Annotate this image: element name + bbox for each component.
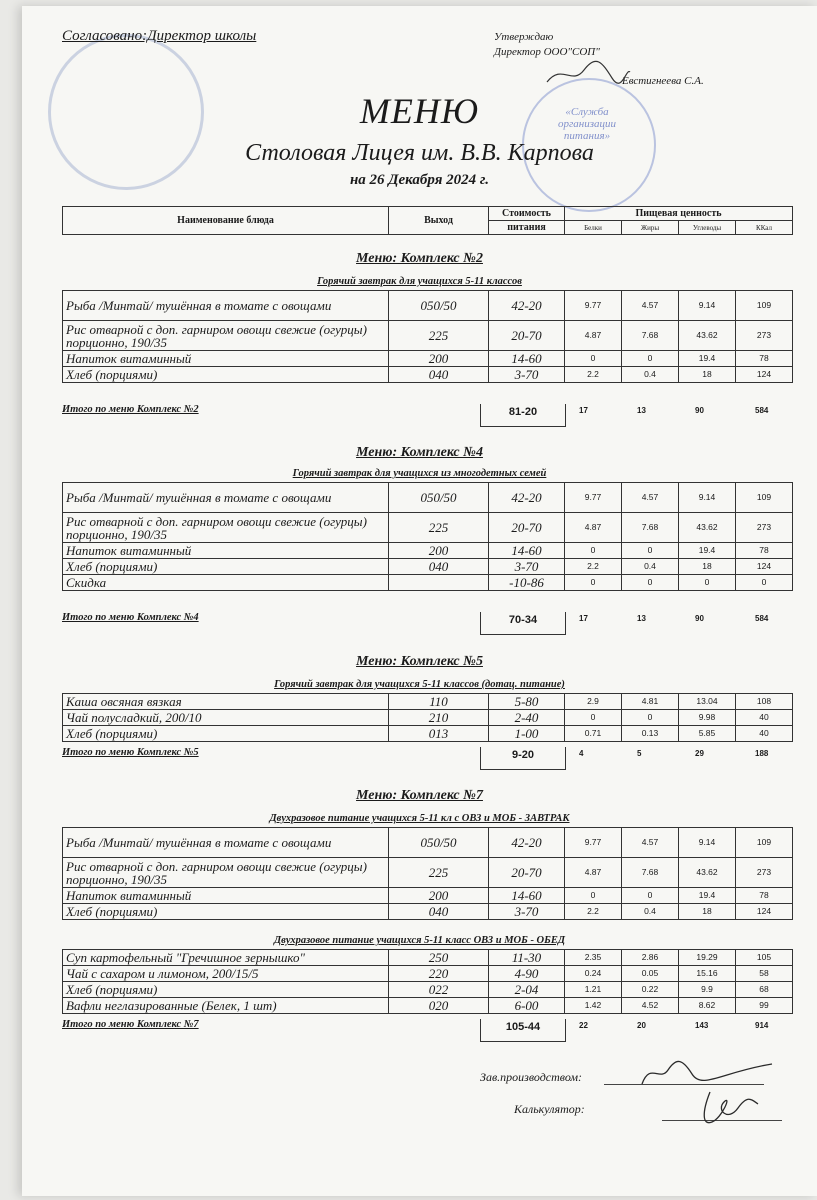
menu-7-table-fats: 7.68 <box>622 858 679 888</box>
menu-5-table-dish-name: Хлеб (порциями) <box>63 726 389 742</box>
menu-7-table-fats: 0 <box>622 888 679 904</box>
menu-7-table-dish-name: Напиток витаминный <box>63 888 389 904</box>
menu-7-table-proteins: 4.87 <box>565 858 622 888</box>
menu-7-table-proteins: 2.2 <box>565 904 622 920</box>
table-row <box>63 351 793 367</box>
menu-7-table-dish-name: Хлеб (порциями) <box>63 904 389 920</box>
menu-7-table-yield: 040 <box>389 904 489 920</box>
menu-2-total-cost: 81-20 <box>480 404 566 427</box>
table-row <box>63 982 793 998</box>
menu-7-table-proteins: 0 <box>565 888 622 904</box>
menu-2-table-fats: 0 <box>622 351 679 367</box>
menu-4-table-cost: 3-70 <box>489 559 565 575</box>
menu-4-table-kcal: 0 <box>736 575 793 591</box>
menu-7-total-proteins: 22 <box>579 1021 588 1030</box>
menu-7-table2-proteins: 2.35 <box>565 950 622 966</box>
menu-7-table2-kcal: 105 <box>736 950 793 966</box>
menu-5-table-kcal: 40 <box>736 726 793 742</box>
menu-2-total-label: Итого по меню Комплекс №2 <box>62 404 199 415</box>
table-row <box>63 575 793 591</box>
menu-2-table-fats: 7.68 <box>622 321 679 351</box>
table-row <box>63 694 793 710</box>
menu-7-table-cost: 42-20 <box>489 828 565 858</box>
menu-2-table-yield: 200 <box>389 351 489 367</box>
menu-4-title: Меню: Комплекс №4 <box>356 445 483 460</box>
calculator-label: Калькулятор: <box>514 1102 585 1116</box>
table-row <box>63 828 793 858</box>
menu-7-title: Меню: Комплекс №7 <box>356 788 483 803</box>
menu-7-table-yield: 050/50 <box>389 828 489 858</box>
col-name: Наименование блюда <box>63 207 389 235</box>
menu-4-table-dish-name: Скидка <box>63 575 389 591</box>
menu-7-table2-yield: 020 <box>389 998 489 1014</box>
menu-date: на 26 Декабря 2024 г. <box>349 172 490 188</box>
menu-2-table-cost: 14-60 <box>489 351 565 367</box>
menu-7-table-carbs: 9.14 <box>679 828 736 858</box>
menu-4-table-yield: 040 <box>389 559 489 575</box>
menu-7-table2-kcal: 68 <box>736 982 793 998</box>
menu-5-table-carbs: 9.98 <box>679 710 736 726</box>
menu-4-subtitle: Горячий завтрак для учащихся из многодетных семей <box>292 468 547 479</box>
menu-5-total-label: Итого по меню Комплекс №5 <box>62 747 199 758</box>
menu-2-table <box>62 290 793 383</box>
menu-7-table-kcal: 78 <box>736 888 793 904</box>
menu-5-table <box>62 693 793 742</box>
menu-7-table2-kcal: 99 <box>736 998 793 1014</box>
table-row <box>63 726 793 742</box>
menu-2-table-dish-name: Напиток витаминный <box>63 351 389 367</box>
menu-4-table-cost: 14-60 <box>489 543 565 559</box>
menu-7-table2-cost: 11-30 <box>489 950 565 966</box>
menu-4-total-fats: 13 <box>637 614 646 623</box>
menu-7-table-dish-name: Рис отварной с доп. гарниром овощи свежие (огурцы) порционно, 190/35 <box>63 858 389 888</box>
menu-7-table-fats: 0.4 <box>622 904 679 920</box>
menu-5-table-proteins: 2.9 <box>565 694 622 710</box>
menu-2-total-fats: 13 <box>637 406 646 415</box>
menu-2-total-carbs: 90 <box>695 406 704 415</box>
menu-7-table2-cost: 6-00 <box>489 998 565 1014</box>
menu-2-table-cost: 20-70 <box>489 321 565 351</box>
menu-4-table-dish-name: Рис отварной с доп. гарниром овощи свежие (огурцы) порционно, 190/35 <box>63 513 389 543</box>
menu-2-table-yield: 225 <box>389 321 489 351</box>
page-subtitle: Столовая Лицея им. В.В. Карпова <box>245 140 594 166</box>
menu-7-table2-fats: 0.05 <box>622 966 679 982</box>
approval-left: Согласовано:Директор школы <box>62 28 257 44</box>
menu-4-table-kcal: 78 <box>736 543 793 559</box>
menu-7-table-kcal: 273 <box>736 858 793 888</box>
menu-2-table-carbs: 19.4 <box>679 351 736 367</box>
menu-5-table-cost: 2-40 <box>489 710 565 726</box>
menu-7-table2-fats: 4.52 <box>622 998 679 1014</box>
menu-7-table2-kcal: 58 <box>736 966 793 982</box>
menu-5-table-carbs: 5.85 <box>679 726 736 742</box>
menu-2-total-kcal: 584 <box>755 406 769 415</box>
menu-7-table-cost: 3-70 <box>489 904 565 920</box>
table-row <box>63 710 793 726</box>
menu-4-table-fats: 7.68 <box>622 513 679 543</box>
menu-2-table-dish-name: Рыба /Минтай/ тушённая в томате с овощами <box>63 291 389 321</box>
menu-4-table-fats: 4.57 <box>622 483 679 513</box>
menu-7-total-fats: 20 <box>637 1021 646 1030</box>
table-row <box>63 966 793 982</box>
menu-4-table-fats: 0.4 <box>622 559 679 575</box>
menu-5-table-cost: 1-00 <box>489 726 565 742</box>
menu-4-table-fats: 0 <box>622 575 679 591</box>
director-signature-icon <box>542 58 632 88</box>
table-row <box>63 321 793 351</box>
menu-5-table-cost: 5-80 <box>489 694 565 710</box>
col-kcal: ККал <box>736 221 793 235</box>
table-row <box>63 904 793 920</box>
menu-4-table-dish-name: Напиток витаминный <box>63 543 389 559</box>
table-row <box>63 483 793 513</box>
menu-2-table-yield: 050/50 <box>389 291 489 321</box>
menu-7-table-kcal: 109 <box>736 828 793 858</box>
menu-4-table-yield: 050/50 <box>389 483 489 513</box>
menu-4-table-carbs: 18 <box>679 559 736 575</box>
menu-5-table-kcal: 40 <box>736 710 793 726</box>
menu-2-table-yield: 040 <box>389 367 489 383</box>
menu-7-total-cost: 105-44 <box>480 1019 566 1042</box>
menu-4-table-dish-name: Рыба /Минтай/ тушённая в томате с овощами <box>63 483 389 513</box>
menu-7-table-carbs: 19.4 <box>679 888 736 904</box>
company-stamp-text: «Служба организации питания» <box>557 106 617 142</box>
menu-4-table-kcal: 109 <box>736 483 793 513</box>
menu-7-table2-yield: 220 <box>389 966 489 982</box>
table-row <box>63 367 793 383</box>
menu-4-table-proteins: 0 <box>565 543 622 559</box>
menu-7-total-label: Итого по меню Комплекс №7 <box>62 1019 199 1030</box>
menu-7-table2-dish-name: Вафли неглазированные (Белек, 1 шт) <box>63 998 389 1014</box>
menu-5-table-fats: 4.81 <box>622 694 679 710</box>
menu-5-total-fats: 5 <box>637 749 642 758</box>
menu-7-subtitle: Двухразовое питание учащихся 5-11 кл с ОВЗ и МОБ - ЗАВТРАК <box>269 813 570 824</box>
menu-2-table-dish-name: Хлеб (порциями) <box>63 367 389 383</box>
menu-5-total-carbs: 29 <box>695 749 704 758</box>
menu-4-table-cost: 20-70 <box>489 513 565 543</box>
menu-4-table-carbs: 43.62 <box>679 513 736 543</box>
menu-7-table2-proteins: 0.24 <box>565 966 622 982</box>
menu-7-table-yield: 200 <box>389 888 489 904</box>
col-fats: Жиры <box>622 221 679 235</box>
table-row <box>63 888 793 904</box>
menu-2-table-dish-name: Рис отварной с доп. гарниром овощи свежие (огурцы) порционно, 190/35 <box>63 321 389 351</box>
menu-5-table-fats: 0 <box>622 710 679 726</box>
menu-4-total-cost: 70-34 <box>480 612 566 635</box>
menu-2-table-kcal: 273 <box>736 321 793 351</box>
menu-2-table-fats: 4.57 <box>622 291 679 321</box>
menu-7-table-cost: 20-70 <box>489 858 565 888</box>
menu-4-total-proteins: 17 <box>579 614 588 623</box>
table-row <box>63 998 793 1014</box>
menu-7-table-carbs: 43.62 <box>679 858 736 888</box>
menu-2-table-kcal: 124 <box>736 367 793 383</box>
menu-7-table2-carbs: 8.62 <box>679 998 736 1014</box>
menu-2-table-carbs: 18 <box>679 367 736 383</box>
col-yield: Выход <box>389 207 489 235</box>
approval-right-name: Евстигнеева С.А. <box>622 75 704 87</box>
menu-7-table2-yield: 022 <box>389 982 489 998</box>
menu-4-table-dish-name: Хлеб (порциями) <box>63 559 389 575</box>
menu-7-table2-dish-name: Суп картофельный "Гречишное зернышко" <box>63 950 389 966</box>
menu-7-table <box>62 827 793 920</box>
menu-7-table2-fats: 0.22 <box>622 982 679 998</box>
col-nutrition: Пищевая ценность <box>565 207 793 221</box>
manager-signature-icon <box>632 1052 782 1132</box>
menu-sheet <box>22 6 817 1196</box>
menu-2-table-proteins: 4.87 <box>565 321 622 351</box>
menu-4-table-kcal: 124 <box>736 559 793 575</box>
col-cost-2: питания <box>489 221 565 235</box>
menu-7-table2-carbs: 15.16 <box>679 966 736 982</box>
menu-5-table-fats: 0.13 <box>622 726 679 742</box>
menu-4-table-proteins: 0 <box>565 575 622 591</box>
menu-5-table-yield: 210 <box>389 710 489 726</box>
menu-7-table-kcal: 124 <box>736 904 793 920</box>
menu-7-table2-proteins: 1.21 <box>565 982 622 998</box>
menu-5-table-yield: 013 <box>389 726 489 742</box>
menu-7-table2-carbs: 9.9 <box>679 982 736 998</box>
menu-7-table2-carbs: 19.29 <box>679 950 736 966</box>
table-row <box>63 858 793 888</box>
menu-2-table-kcal: 78 <box>736 351 793 367</box>
menu-7-total-kcal: 914 <box>755 1021 769 1030</box>
menu-4-total-carbs: 90 <box>695 614 704 623</box>
table-row <box>63 291 793 321</box>
column-header <box>62 206 793 235</box>
approval-right-line2: Директор ООО"СОП" <box>494 46 600 58</box>
menu-7-table2-cost: 4-90 <box>489 966 565 982</box>
menu-2-table-carbs: 43.62 <box>679 321 736 351</box>
menu-4-table-carbs: 0 <box>679 575 736 591</box>
menu-5-table-dish-name: Каша овсяная вязкая <box>63 694 389 710</box>
table-row <box>63 543 793 559</box>
menu-2-table-proteins: 9.77 <box>565 291 622 321</box>
menu-4-table-yield: 200 <box>389 543 489 559</box>
approval-right-line1: Утверждаю <box>494 31 554 43</box>
menu-7-subtitle2: Двухразовое питание учащихся 5-11 класс ОВЗ и МОБ - ОБЕД <box>273 935 565 946</box>
menu-7-table2-cost: 2-04 <box>489 982 565 998</box>
menu-7-table-dish-name: Рыба /Минтай/ тушённая в томате с овощами <box>63 828 389 858</box>
menu-2-table-proteins: 0 <box>565 351 622 367</box>
menu-7-table-yield: 225 <box>389 858 489 888</box>
table-row <box>63 513 793 543</box>
menu-5-table-yield: 110 <box>389 694 489 710</box>
menu-7-table-cost: 14-60 <box>489 888 565 904</box>
menu-5-table-proteins: 0 <box>565 710 622 726</box>
approval-right <box>494 30 704 87</box>
table-row <box>63 559 793 575</box>
menu-4-table-proteins: 4.87 <box>565 513 622 543</box>
col-carbs: Углеводы <box>679 221 736 235</box>
menu-7-total-carbs: 143 <box>695 1021 709 1030</box>
col-proteins: Белки <box>565 221 622 235</box>
menu-2-total-proteins: 17 <box>579 406 588 415</box>
menu-4-table <box>62 482 793 591</box>
menu-2-table-carbs: 9.14 <box>679 291 736 321</box>
menu-5-table-kcal: 108 <box>736 694 793 710</box>
menu-5-total-kcal: 188 <box>755 749 769 758</box>
menu-4-total-kcal: 584 <box>755 614 769 623</box>
menu-7-table2 <box>62 949 793 1014</box>
menu-4-table-cost: -10-86 <box>489 575 565 591</box>
menu-4-table-cost: 42-20 <box>489 483 565 513</box>
menu-4-table-proteins: 2.2 <box>565 559 622 575</box>
menu-2-title: Меню: Комплекс №2 <box>356 251 483 266</box>
menu-5-table-proteins: 0.71 <box>565 726 622 742</box>
menu-7-table-proteins: 9.77 <box>565 828 622 858</box>
menu-7-table-carbs: 18 <box>679 904 736 920</box>
menu-7-table2-fats: 2.86 <box>622 950 679 966</box>
menu-7-table2-yield: 250 <box>389 950 489 966</box>
menu-5-total-cost: 9-20 <box>480 747 566 770</box>
menu-7-table2-dish-name: Хлеб (порциями) <box>63 982 389 998</box>
menu-4-table-proteins: 9.77 <box>565 483 622 513</box>
menu-2-table-proteins: 2.2 <box>565 367 622 383</box>
table-row <box>63 950 793 966</box>
manager-label: Зав.производством: <box>480 1070 583 1084</box>
page-title: МЕНЮ <box>359 91 480 131</box>
menu-4-table-fats: 0 <box>622 543 679 559</box>
menu-7-table2-dish-name: Чай с сахаром и лимоном, 200/15/5 <box>63 966 389 982</box>
menu-5-total-proteins: 4 <box>579 749 584 758</box>
menu-2-table-fats: 0.4 <box>622 367 679 383</box>
col-cost-1: Стоимость <box>489 207 565 221</box>
menu-7-table-fats: 4.57 <box>622 828 679 858</box>
menu-4-table-kcal: 273 <box>736 513 793 543</box>
menu-5-table-carbs: 13.04 <box>679 694 736 710</box>
menu-4-table-carbs: 19.4 <box>679 543 736 559</box>
menu-4-table-carbs: 9.14 <box>679 483 736 513</box>
menu-4-table-yield: 225 <box>389 513 489 543</box>
menu-5-title: Меню: Комплекс №5 <box>356 654 483 669</box>
menu-5-subtitle: Горячий завтрак для учащихся 5-11 классов (дотац. питание) <box>274 679 565 690</box>
menu-2-table-kcal: 109 <box>736 291 793 321</box>
menu-4-total-label: Итого по меню Комплекс №4 <box>62 612 199 623</box>
menu-5-table-dish-name: Чай полусладкий, 200/10 <box>63 710 389 726</box>
menu-2-subtitle: Горячий завтрак для учащихся 5-11 классов <box>317 276 522 287</box>
menu-4-table-yield <box>389 575 489 591</box>
menu-7-table2-proteins: 1.42 <box>565 998 622 1014</box>
menu-2-table-cost: 42-20 <box>489 291 565 321</box>
menu-2-table-cost: 3-70 <box>489 367 565 383</box>
